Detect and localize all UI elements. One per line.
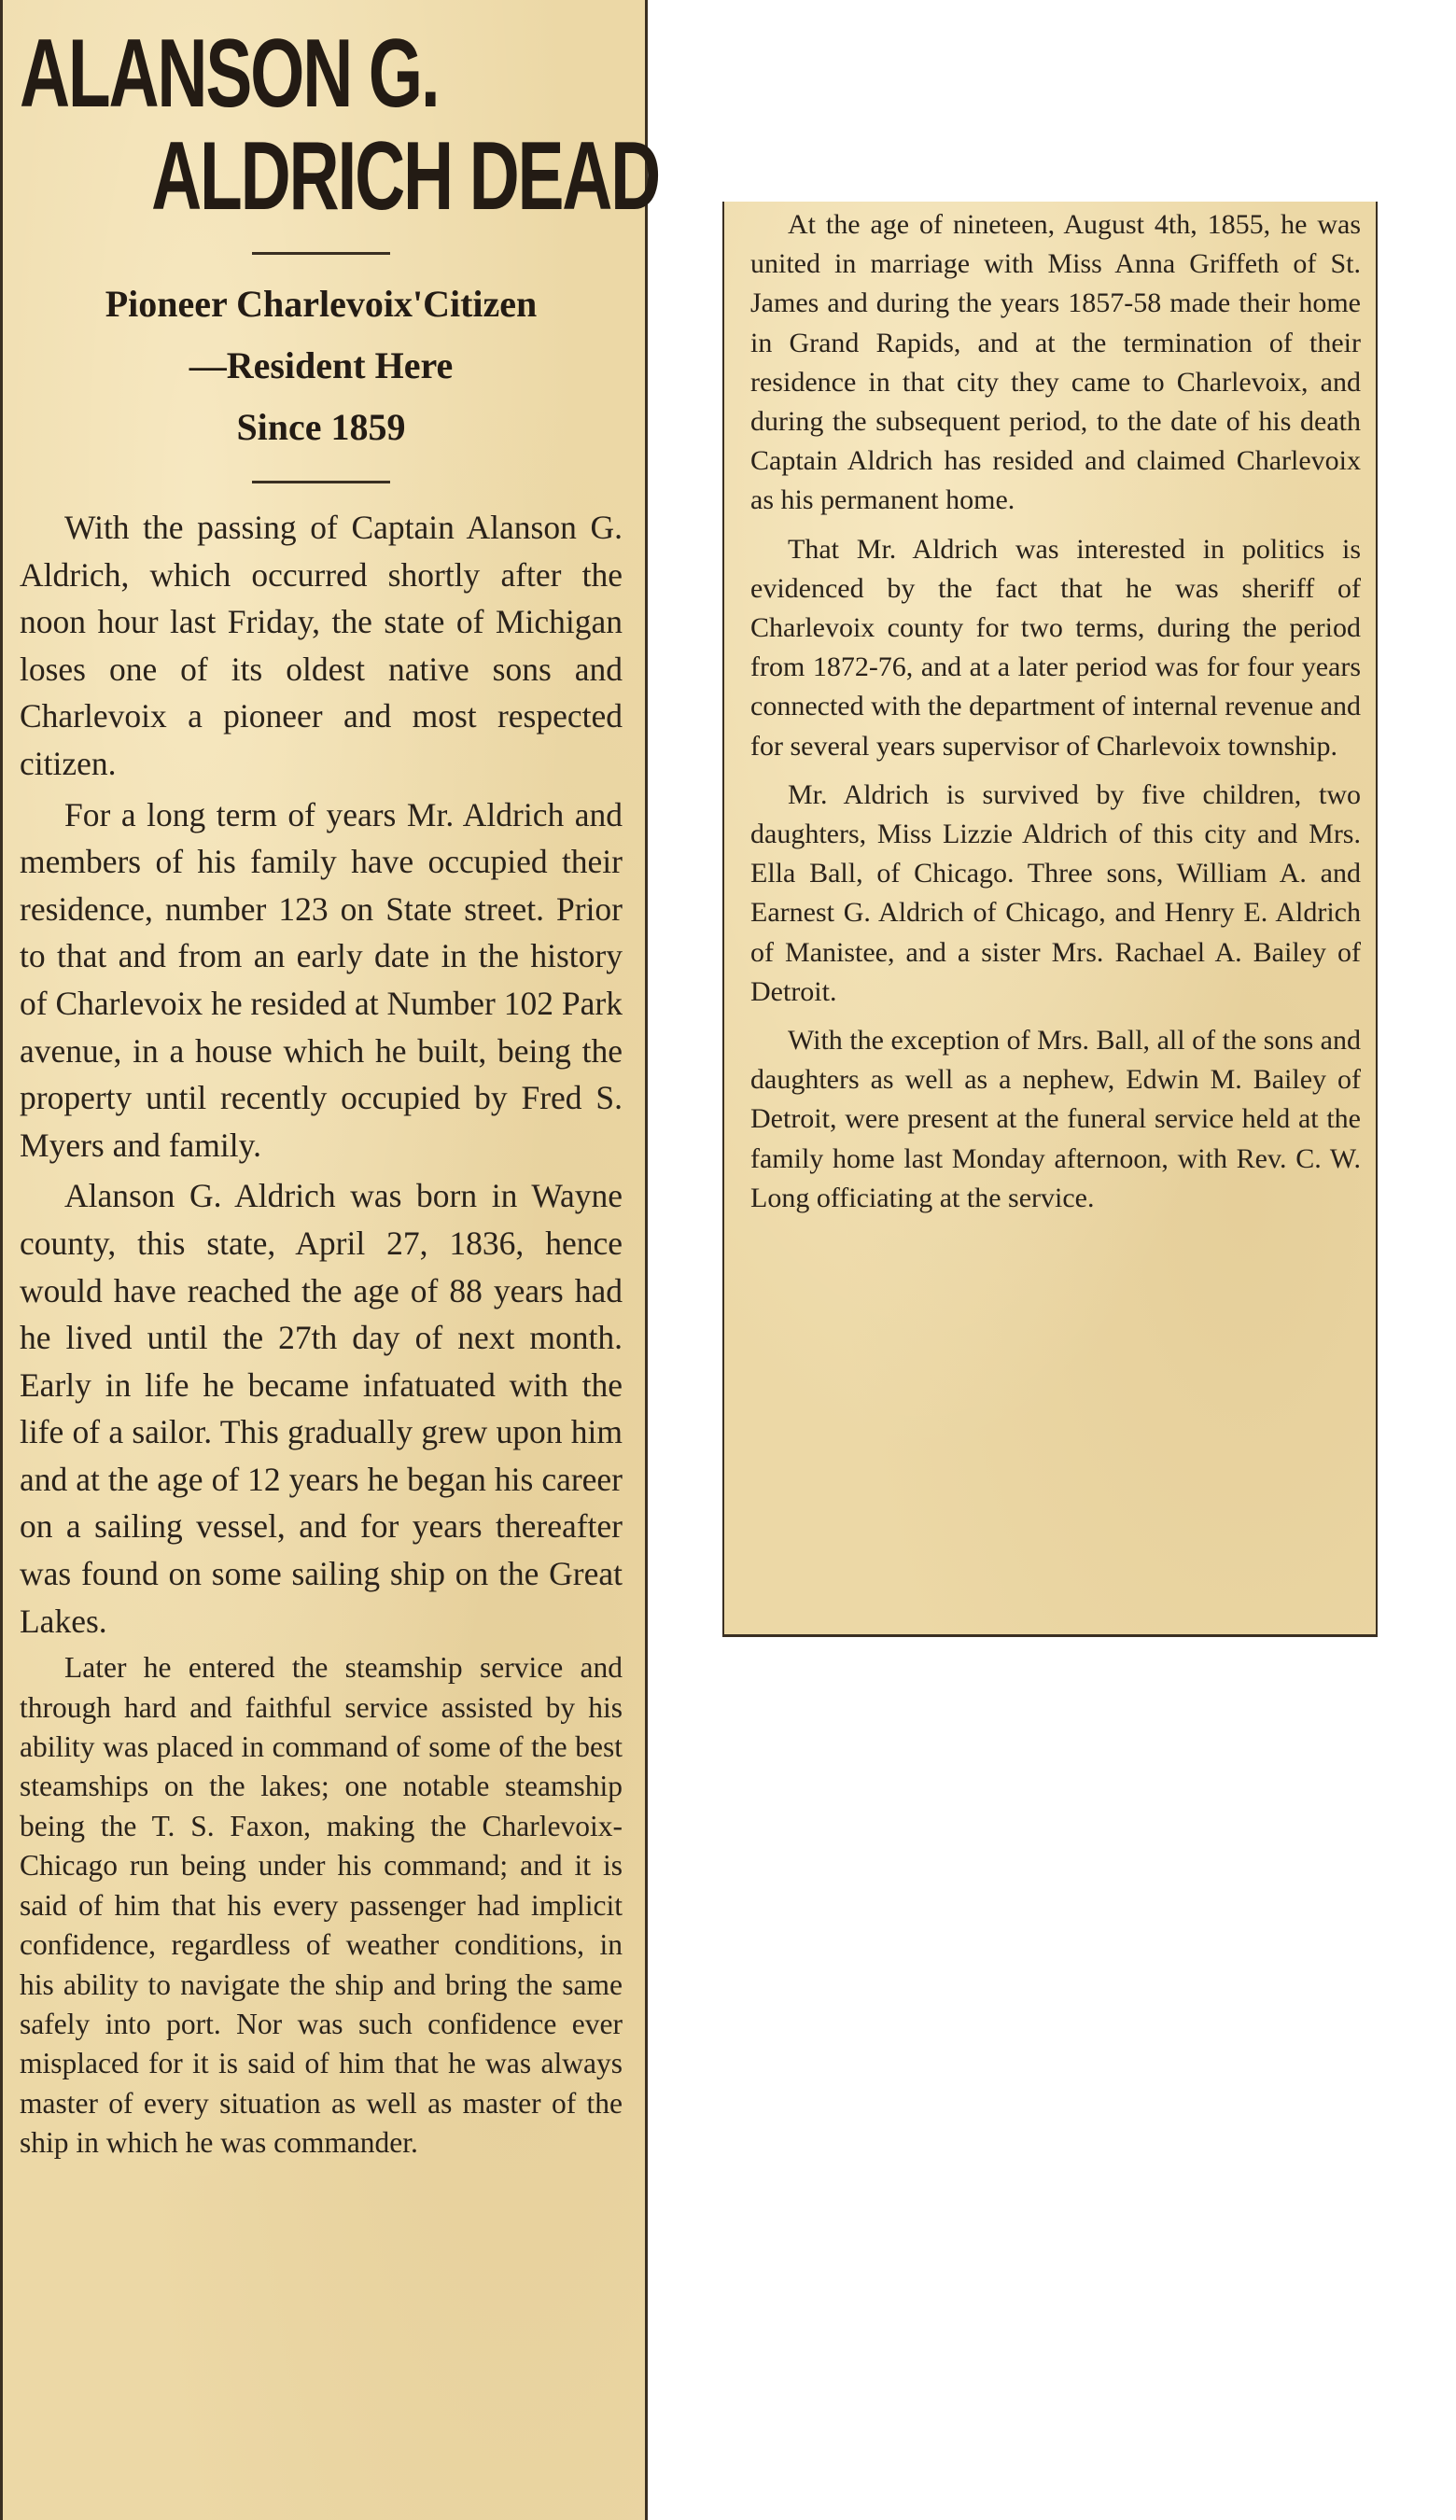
headline-line-2: ALDRICH DEAD	[151, 122, 660, 231]
subheadline	[20, 273, 623, 458]
divider-rule	[252, 481, 390, 483]
article-paragraph: With the exception of Mrs. Ball, all of the sons and daughters as well as a nephew, Edwin M. Bailey of Detroit, were present at the funeral service held at the family home last Monday afternoon, with Rev. C. W. Long officiating at the service.	[750, 1025, 1361, 1213]
headline	[20, 20, 660, 231]
article-paragraph: Later he entered the steamship service and through hard and faithful service assisted by his ability was placed in command of some of the best steamships on the lakes; one notable steamship being the T. S. Faxon, making the Charlevoix-Chicago run being under his command; and it is said of him that his every passenger had implicit confidence, regardless of weather conditions, in his ability to navigate the ship and bring the same safely into port. Nor was such confidence ever misplaced for it is said of him that he was always master of every situation as well as master of the ship in which he was commander.	[20, 1651, 623, 2160]
subhead-line-1: Pioneer Charlevoix'Citizen	[105, 283, 538, 325]
divider-rule	[252, 252, 390, 255]
article-paragraph: For a long term of years Mr. Aldrich and members of his family have occupied their residence, number 123 on State street. Prior to that and from an early date in the history of Charlevoix he resided at Number 102 Park avenue, in a house which he built, being the property until recently occupied by Fred S. Myers and family.	[20, 795, 623, 1164]
subhead-line-3: Since 1859	[236, 406, 406, 448]
article-paragraph: With the passing of Captain Alanson G. Aldrich, which occurred shortly after the noon hour last Friday, the state of Michigan loses one of its oldest native sons and Charlevoix a pioneer and most respected citizen.	[20, 509, 623, 782]
clipping-column-right	[722, 202, 1378, 1637]
headline-line-1: ALANSON G.	[20, 20, 439, 128]
clipping-column-left	[0, 0, 660, 2520]
article-paragraph: That Mr. Aldrich was interested in politics is evidenced by the fact that he was sheriff of Charlevoix county for two terms, during the period from 1872-76, and at a later period was for four years connected with the department of internal revenue and for several years supervisor of Charlevoix township.	[750, 533, 1361, 762]
article-paragraph: Alanson G. Aldrich was born in Wayne county, this state, April 27, 1836, hence would have reached the age of 88 years had he lived until the 27th day of next month. Early in life he became infatuated with the life of a sailor. This gradually grew upon him and at the age of 12 years he began his career on a sailing vessel, and for years thereafter was found on some sailing ship on the Great Lakes.	[20, 1177, 623, 1640]
article-paragraph: Mr. Aldrich is survived by five children, two daughters, Miss Lizzie Aldrich of this city and Mrs. Ella Ball, of Chicago. Three sons, William A. and Earnest G. Aldrich of Chicago, and Henry E. Aldrich of Manistee, and a sister Mrs. Rachael A. Bailey of Detroit.	[750, 778, 1361, 1007]
subhead-line-2: —Resident Here	[189, 344, 454, 386]
article-paragraph: At the age of nineteen, August 4th, 1855, he was united in marriage with Miss Anna Griffeth of St. James and during the years 1857-58 made their home in Grand Rapids, and at the termination of their residence in that city they came to Charlevoix, and during the subsequent period, to the date of his death Captain Aldrich has resided and claimed Charlevoix as his permanent home.	[750, 209, 1361, 516]
